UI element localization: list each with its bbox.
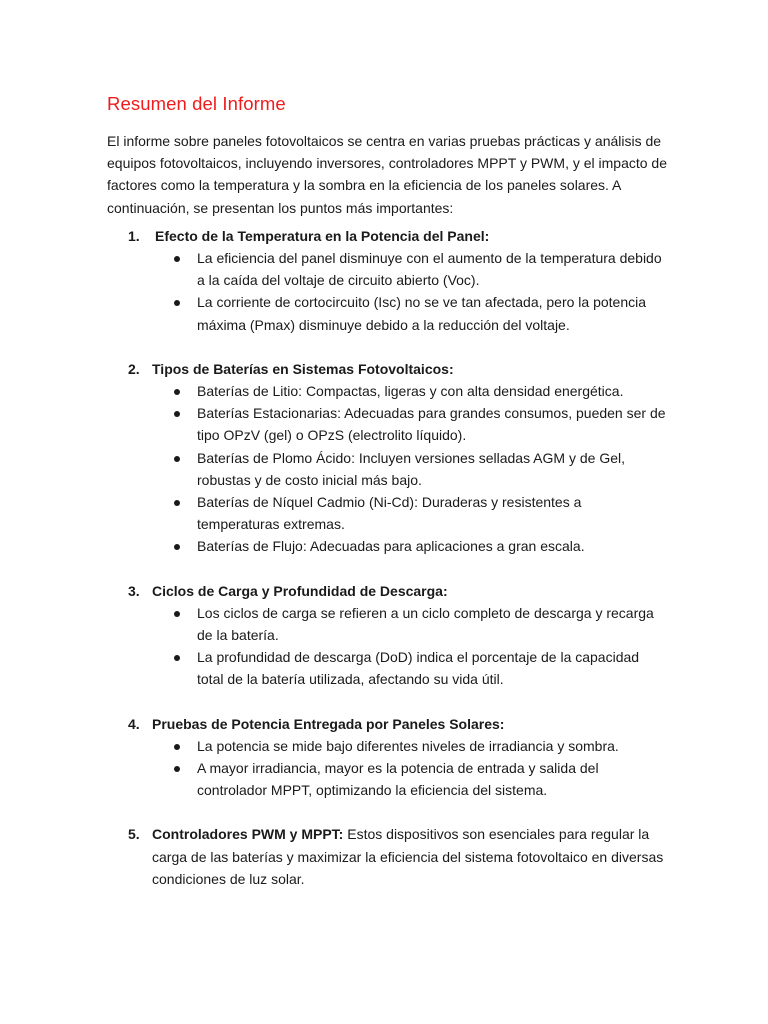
bullet-icon: [174, 300, 180, 306]
section-heading: Pruebas de Potencia Entregada por Paneles Solares:: [152, 715, 505, 732]
bullet-list: [152, 247, 667, 336]
bullet-text: La eficiencia del panel disminuye con el aumento de la temperatura debido a la caída del voltaje de circuito abierto (Voc).: [197, 250, 662, 289]
bullet-text: Los ciclos de carga se refieren a un ciclo completo de descarga y recarga de la batería.: [197, 604, 654, 644]
section-item: [107, 225, 667, 336]
intro-paragraph: El informe sobre paneles fotovoltaicos se centra en varias pruebas prácticas y análisis de equipos fotovoltaicos, incluyendo inversores, controladores MPPT y PWM, y el impacto de factores como la temperatura y la sombra en la eficiencia de los paneles solares. A continuación, se presentan los puntos más importantes:: [107, 133, 667, 216]
bullet-item: [152, 535, 667, 557]
bullet-text: Baterías de Níquel Cadmio (Ni-Cd): Duraderas y resistentes a temperaturas extremas.: [197, 494, 582, 533]
bullet-item: [152, 602, 667, 646]
section-heading: Controladores PWM y MPPT:: [152, 826, 344, 843]
section-item: [107, 358, 667, 558]
bullet-text: Baterías de Flujo: Adecuadas para aplicaciones a gran escala.: [197, 538, 585, 555]
section-heading: Tipos de Baterías en Sistemas Fotovoltaicos:: [152, 360, 454, 377]
bullet-icon: [174, 411, 180, 417]
section-number: 1.: [128, 227, 140, 244]
bullet-list: [152, 602, 667, 691]
bullet-item: [152, 735, 667, 757]
bullet-icon: [174, 500, 180, 506]
bullet-text: La potencia se mide bajo diferentes niveles de irradiancia y sombra.: [197, 737, 619, 754]
bullet-list: [152, 735, 667, 802]
section-text: Estos dispositivos son esenciales para regular la carga de las baterías y maximizar la eficiencia del sistema fotovoltaico en diversas condiciones de luz solar.: [152, 826, 664, 887]
bullet-text: La corriente de cortocircuito (Isc) no se ve tan afectada, pero la potencia máxima (Pmax) disminuye debido a la reducción del voltaje.: [197, 294, 647, 333]
section-item: [107, 713, 667, 802]
section-paragraph: [152, 823, 667, 890]
bullet-item: [152, 491, 667, 535]
bullet-list: [152, 380, 667, 558]
section-number: 4.: [128, 715, 140, 732]
bullet-text: A mayor irradiancia, mayor es la potencia de entrada y salida del controlador MPPT, optimizando la eficiencia del sistema.: [197, 760, 599, 799]
bullet-text: Baterías de Plomo Ácido: Incluyen versiones selladas AGM y de Gel, robustas y de costo inicial más bajo.: [197, 449, 625, 488]
bullet-icon: [174, 611, 180, 617]
document-page: [107, 92, 667, 912]
bullet-text: Baterías Estacionarias: Adecuadas para grandes consumos, pueden ser de tipo OPzV (gel) o OPzS (electrolito líquido).: [197, 405, 666, 444]
bullet-icon: [174, 256, 180, 262]
bullet-icon: [174, 389, 180, 395]
bullet-item: [152, 757, 667, 801]
bullet-item: [152, 247, 667, 291]
bullet-icon: [174, 456, 180, 462]
bullet-item: [152, 291, 667, 335]
section-number: 2.: [128, 360, 140, 377]
bullet-item: [152, 646, 667, 690]
section-number: 3.: [128, 582, 140, 599]
section-heading: Ciclos de Carga y Profundidad de Descarga:: [152, 582, 448, 599]
bullet-item: [152, 402, 667, 446]
section-heading: Efecto de la Temperatura en la Potencia del Panel:: [155, 227, 490, 244]
bullet-text: Baterías de Litio: Compactas, ligeras y con alta densidad energética.: [197, 383, 624, 400]
summary-list: [107, 225, 667, 890]
section-item: [107, 580, 667, 691]
bullet-icon: [174, 744, 180, 750]
document-title: Resumen del Informe: [107, 93, 286, 114]
section-number: 5.: [128, 826, 140, 843]
bullet-item: [152, 447, 667, 491]
bullet-icon: [174, 544, 180, 550]
bullet-item: [152, 380, 667, 402]
bullet-icon: [174, 766, 180, 772]
bullet-icon: [174, 655, 180, 661]
bullet-text: La profundidad de descarga (DoD) indica el porcentaje de la capacidad total de la batería utilizada, afectando su vida útil.: [197, 649, 640, 688]
section-item: [107, 823, 667, 890]
